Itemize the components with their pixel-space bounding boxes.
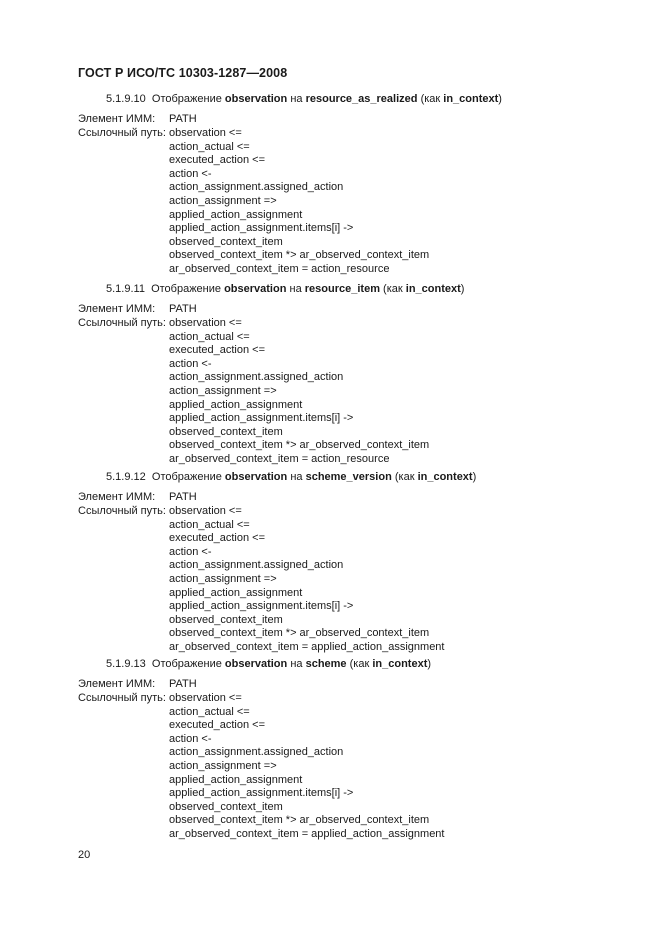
element-label: Элемент ИММ: xyxy=(78,678,156,690)
path-line: action_assignment => xyxy=(169,385,277,397)
path-line: action_actual <= xyxy=(169,518,250,531)
element-value: PATH xyxy=(169,678,197,690)
title-close: ) xyxy=(498,93,502,105)
path-line: executed_action <= xyxy=(169,532,266,545)
page-number: 20 xyxy=(78,849,91,861)
section-number: 5.1.9.10 xyxy=(106,93,146,105)
ref-path-label: Ссылочный путь: xyxy=(78,692,166,704)
title-prefix: Отображение xyxy=(151,471,222,483)
title-close: ) xyxy=(427,658,432,670)
title-entity: observation xyxy=(224,658,288,670)
path-line: executed_action <= xyxy=(169,344,266,357)
path-line: observation <= xyxy=(169,127,242,139)
ref-path-label: Ссылочный путь: xyxy=(78,317,166,329)
element-value: PATH xyxy=(169,113,197,125)
title-on: на xyxy=(290,471,303,483)
path-line: ar_observed_context_item = applied_action_assignment xyxy=(169,641,445,653)
title-prefix: Отображение xyxy=(151,93,222,105)
section-title xyxy=(106,93,502,105)
path-line: observed_context_item xyxy=(169,235,283,248)
title-entity: observation xyxy=(224,93,288,105)
path-line: action_actual <= xyxy=(169,705,250,718)
path-line: observed_context_item *> ar_observed_context_item xyxy=(169,249,430,262)
path-line: applied_action_assignment.items[i] -> xyxy=(169,222,354,235)
path-line: observed_context_item xyxy=(169,800,283,813)
path-line: action <- xyxy=(169,545,212,558)
document-header: ГОСТ Р ИСО/ТС 10303-1287—2008 xyxy=(78,66,288,80)
path-line: observation <= xyxy=(169,317,242,329)
path-line: observed_context_item *> ar_observed_context_item xyxy=(169,439,430,452)
path-line: observed_context_item xyxy=(169,425,283,438)
path-line: observed_context_item xyxy=(169,613,283,626)
path-line: observation <= xyxy=(169,505,242,517)
title-as: (как xyxy=(394,471,415,483)
path-line: ar_observed_context_item = action_resource xyxy=(169,453,390,465)
title-on: на xyxy=(289,283,302,295)
path-line: action_assignment => xyxy=(169,760,277,772)
title-close: ) xyxy=(460,283,465,295)
title-context: in_context xyxy=(372,658,428,670)
path-line: action_assignment => xyxy=(169,573,277,585)
element-label: Элемент ИММ: xyxy=(78,113,156,125)
section-title xyxy=(106,283,464,295)
path-line: action <- xyxy=(169,732,212,745)
element-label: Элемент ИММ: xyxy=(78,303,156,315)
path-line: ar_observed_context_item = action_resource xyxy=(169,263,390,275)
title-on: на xyxy=(290,93,303,105)
element-value: PATH xyxy=(169,303,197,315)
path-line: action_actual <= xyxy=(169,140,250,153)
title-entity: observation xyxy=(224,283,287,295)
path-line: applied_action_assignment xyxy=(169,773,303,786)
title-prefix: Отображение xyxy=(151,283,222,295)
title-target: resource_as_realized xyxy=(305,93,418,105)
title-context: in_context xyxy=(417,471,473,483)
title-prefix: Отображение xyxy=(151,658,222,670)
path-line: action <- xyxy=(169,357,212,370)
path-line: applied_action_assignment.items[i] -> xyxy=(169,600,354,613)
path-line: executed_action <= xyxy=(169,154,266,167)
ref-path-label: Ссылочный путь: xyxy=(78,127,166,139)
title-as: (как xyxy=(383,283,403,295)
path-line: action_assignment.assigned_action xyxy=(169,371,344,384)
title-target: resource_item xyxy=(304,283,380,295)
title-entity: observation xyxy=(224,471,288,483)
path-line: observed_context_item *> ar_observed_context_item xyxy=(169,814,430,827)
path-line: applied_action_assignment xyxy=(169,208,303,221)
title-close: ) xyxy=(472,471,477,483)
path-line: action_assignment => xyxy=(169,195,277,207)
section-title xyxy=(106,658,431,670)
path-line: action <- xyxy=(169,167,212,180)
ref-path-label: Ссылочный путь: xyxy=(78,505,166,517)
title-context: in_context xyxy=(405,283,461,295)
path-line: action_assignment.assigned_action xyxy=(169,746,344,759)
title-context: in_context xyxy=(443,93,499,105)
element-value: PATH xyxy=(169,491,197,503)
path-line: applied_action_assignment xyxy=(169,398,303,411)
path-line: executed_action <= xyxy=(169,719,266,732)
path-line: action_assignment.assigned_action xyxy=(169,181,344,194)
title-as: (как xyxy=(420,93,441,105)
path-line: applied_action_assignment xyxy=(169,586,303,599)
path-line: applied_action_assignment.items[i] -> xyxy=(169,787,354,800)
title-target: scheme_version xyxy=(305,471,392,483)
title-target: scheme xyxy=(305,658,347,670)
path-line: observed_context_item *> ar_observed_context_item xyxy=(169,627,430,640)
section-title xyxy=(106,471,476,483)
path-line: ar_observed_context_item = applied_action_assignment xyxy=(169,828,445,840)
path-line: action_actual <= xyxy=(169,330,250,343)
section-number: 5.1.9.12 xyxy=(106,471,146,483)
title-as: (как xyxy=(349,658,370,670)
section-number: 5.1.9.13 xyxy=(106,658,146,670)
path-line: action_assignment.assigned_action xyxy=(169,559,344,572)
title-on: на xyxy=(290,658,303,670)
element-label: Элемент ИММ: xyxy=(78,491,156,503)
section-number: 5.1.9.11 xyxy=(106,283,145,295)
path-line: applied_action_assignment.items[i] -> xyxy=(169,412,354,425)
path-line: observation <= xyxy=(169,692,242,704)
